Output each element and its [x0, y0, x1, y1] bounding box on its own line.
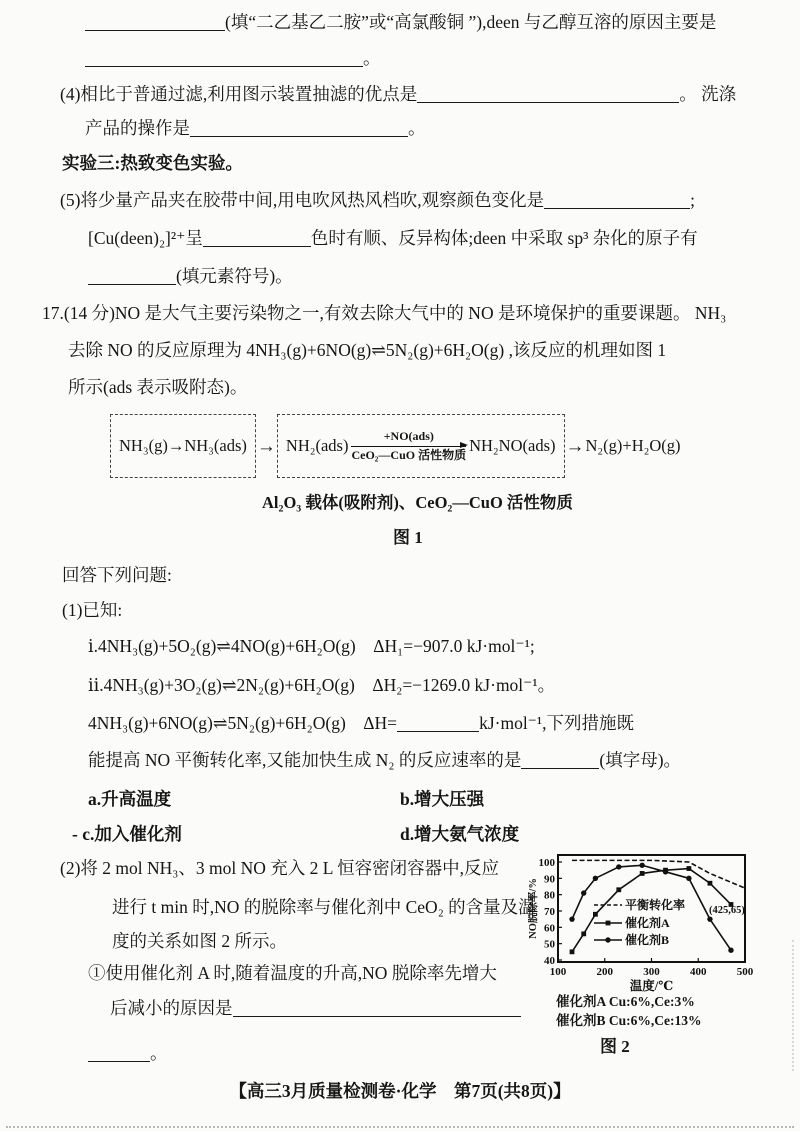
- svg-text:100: 100: [538, 857, 555, 869]
- question-17-head: [42, 303, 726, 325]
- answer-blank: [417, 87, 679, 103]
- question-5-line: [60, 190, 695, 212]
- svg-text:50: 50: [544, 938, 555, 951]
- option-text: b.增大压强: [400, 789, 485, 809]
- option-text: c.加入催化剂: [82, 824, 182, 844]
- question-text: (填元素符号)。: [176, 266, 293, 286]
- measures-line: [88, 750, 681, 772]
- svg-text:NO脱除率/%: NO脱除率/%: [528, 878, 539, 939]
- catalyst-b-note: [556, 1009, 702, 1029]
- question-text: ①使用催化剂 A 时,随着温度的升高,NO 脱除率先增大: [88, 963, 497, 983]
- option-text: d.增大氨气浓度: [400, 824, 520, 844]
- equation-ii: [88, 675, 555, 697]
- caption-text: Al₂O₃ 载体(吸附剂)、CeO₂—CuO 活性物质: [262, 493, 573, 512]
- question-text: 度的关系如图 2 所示。: [112, 931, 287, 951]
- scan-artifact-line: [792, 940, 794, 1071]
- main-equation-line: [88, 713, 634, 735]
- equation-text: kJ·mol⁻¹,下列措施既: [479, 713, 635, 733]
- svg-text:催化剂A: 催化剂A: [625, 916, 670, 930]
- equation-text: ⅰ.4NH₃(g)+5O₂(g)⇌4NO(g)+6H₂O(g) ΔH₁=−907.0 kJ·mol⁻¹;: [88, 636, 535, 656]
- svg-text:平衡转化率: 平衡转化率: [625, 898, 686, 912]
- svg-text:80: 80: [544, 889, 555, 902]
- labeled-reaction-arrow: [351, 430, 466, 463]
- question-5b-line: [88, 228, 698, 250]
- label-text: 图 2: [600, 1037, 630, 1056]
- figure1-label: [393, 527, 423, 548]
- answer-blank: [88, 269, 176, 285]
- heading-text: (1)已知:: [62, 600, 123, 620]
- fill-line-2: [85, 48, 381, 70]
- note-text: 催化剂A Cu:6%,Ce:3%: [556, 994, 695, 1009]
- question-text: (2)将 2 mol NH₃、3 mol NO 充入 2 L 恒容密闭容器中,反应: [60, 858, 500, 878]
- scan-artifact-line: [6, 1126, 794, 1128]
- right-arrow-icon: →: [256, 435, 276, 457]
- mechanism-product: N₂(g)+H₂O(g): [585, 436, 681, 455]
- formula-text: [Cu(deen)₂]²⁺呈: [88, 228, 203, 248]
- label-text: 图 1: [393, 528, 423, 547]
- part2-line4: [88, 963, 497, 985]
- figure2-chart: [528, 846, 796, 996]
- option-c: [72, 824, 182, 846]
- question-text: 。: [408, 118, 426, 138]
- answer-blank: [397, 716, 479, 732]
- option-text: a.升高温度: [88, 789, 172, 809]
- question-4-line: [60, 84, 736, 106]
- arrow-bottom-label: CeO₂—CuO 活性物质: [351, 447, 467, 462]
- answer-blank: [85, 15, 225, 31]
- option-b: [400, 789, 484, 811]
- question-17-line2: [68, 340, 666, 362]
- svg-text:100: 100: [549, 966, 567, 978]
- part2-line1: [60, 858, 499, 880]
- question-text: 。 洗涤: [679, 84, 737, 104]
- heading-text: 实验三:热致变色实验。: [62, 153, 243, 173]
- answer-prompt: [62, 565, 172, 587]
- footer-text: 【高三3月质量检测卷·化学 第7页(共8页)】: [229, 1081, 571, 1101]
- answer-blank: [233, 1001, 521, 1017]
- figure1-caption: [262, 493, 573, 514]
- mechanism-step: NH₃(g)→NH₃(ads): [119, 436, 247, 455]
- arrow-line-icon: [351, 446, 466, 447]
- question-text: (填“二乙基乙二胺”或“高氯酸铜 ”),deen 与乙醇互溶的原因主要是: [225, 12, 717, 32]
- svg-text:90: 90: [544, 873, 555, 886]
- question-text: 产品的操作是: [85, 118, 190, 138]
- svg-text:200: 200: [596, 966, 613, 978]
- svg-text:催化剂B: 催化剂B: [625, 933, 670, 947]
- svg-text:温度/℃: 温度/℃: [629, 979, 674, 993]
- arrow-top-label: +NO(ads): [383, 428, 434, 443]
- question-17-line3: [68, 377, 247, 399]
- part2-line2: [112, 897, 536, 919]
- note-text: 催化剂B Cu:6%,Ce:13%: [556, 1013, 702, 1028]
- part2-line5: [110, 998, 521, 1020]
- question-text: 能提高 NO 平衡转化率,又能加快生成 N₂ 的反应速率的是: [88, 750, 522, 770]
- question-text: 进行 t min 时,NO 的脱除率与催化剂中 CeO₂ 的含量及温: [112, 897, 536, 917]
- mechanism-box-reaction: [277, 414, 565, 478]
- answer-blank: [544, 193, 690, 209]
- known-heading: [62, 600, 122, 622]
- question-text: (5)将少量产品夹在胶带中间,用电吹风热风档吹,观察颜色变化是: [60, 190, 545, 210]
- question-4b-line: [85, 118, 426, 140]
- mechanism-step: NH₂NO(ads): [469, 436, 556, 455]
- catalyst-a-note: [556, 990, 695, 1010]
- mechanism-diagram: [110, 414, 681, 478]
- svg-text:500: 500: [736, 966, 754, 978]
- scan-artifact-dash: -: [72, 824, 78, 844]
- prompt-text: 回答下列问题:: [62, 565, 172, 585]
- fill-line-1: [85, 12, 716, 34]
- question-text: (4)相比于普通过滤,利用图示装置抽滤的优点是: [60, 84, 418, 104]
- question-text: 17.(14 分)NO 是大气主要污染物之一,有效去除大气中的 NO 是环境保护的重要课题。 NH₃: [42, 303, 727, 323]
- question-text: 。: [363, 48, 381, 68]
- part2-line3: [112, 931, 287, 953]
- svg-text:60: 60: [544, 922, 555, 935]
- question-text: (填字母)。: [599, 750, 682, 770]
- question-text: 去除 NO 的反应原理为 4NH₃(g)+6NO(g)⇌5N₂(g)+6H₂O(g) ,该反应的机理如图 1: [68, 340, 667, 360]
- mechanism-box-adsorption: [110, 414, 256, 478]
- svg-text:300: 300: [643, 966, 660, 978]
- question-5c-line: [88, 266, 293, 288]
- answer-blank: [85, 51, 363, 67]
- question-text: 色时有顺、反异构体;deen 中采取 sp³ 杂化的原子有: [310, 228, 698, 248]
- question-text: 。: [150, 1043, 168, 1063]
- question-text: 所示(ads 表示吸附态)。: [68, 377, 248, 397]
- equation-text: 4NH₃(g)+6NO(g)⇌5N₂(g)+6H₂O(g) ΔH=: [88, 713, 398, 733]
- page-footer: [0, 1078, 800, 1103]
- option-a: [88, 789, 171, 811]
- svg-text:40: 40: [544, 955, 555, 967]
- option-d: [400, 824, 519, 846]
- question-text: ;: [690, 190, 696, 210]
- equation-i: [88, 636, 535, 658]
- answer-blank: [190, 121, 408, 137]
- figure2-label: [600, 1036, 630, 1057]
- equation-text: ⅱ.4NH₃(g)+3O₂(g)⇌2N₂(g)+6H₂O(g) ΔH₂=−1269.0 kJ·mol⁻¹。: [88, 675, 556, 695]
- answer-blank: [203, 231, 311, 247]
- mechanism-step: NH₂(ads): [285, 436, 349, 455]
- no-removal-rate-chart: [528, 846, 796, 996]
- answer-blank: [88, 1046, 150, 1062]
- experiment-3-heading: [62, 153, 243, 175]
- part2-line6: [88, 1043, 168, 1065]
- right-arrow-icon: →: [565, 435, 585, 457]
- svg-text:(425,65): (425,65): [709, 905, 745, 916]
- svg-text:70: 70: [544, 906, 555, 918]
- question-text: 后减小的原因是: [110, 998, 233, 1018]
- answer-blank: [521, 753, 599, 769]
- svg-text:400: 400: [690, 966, 707, 978]
